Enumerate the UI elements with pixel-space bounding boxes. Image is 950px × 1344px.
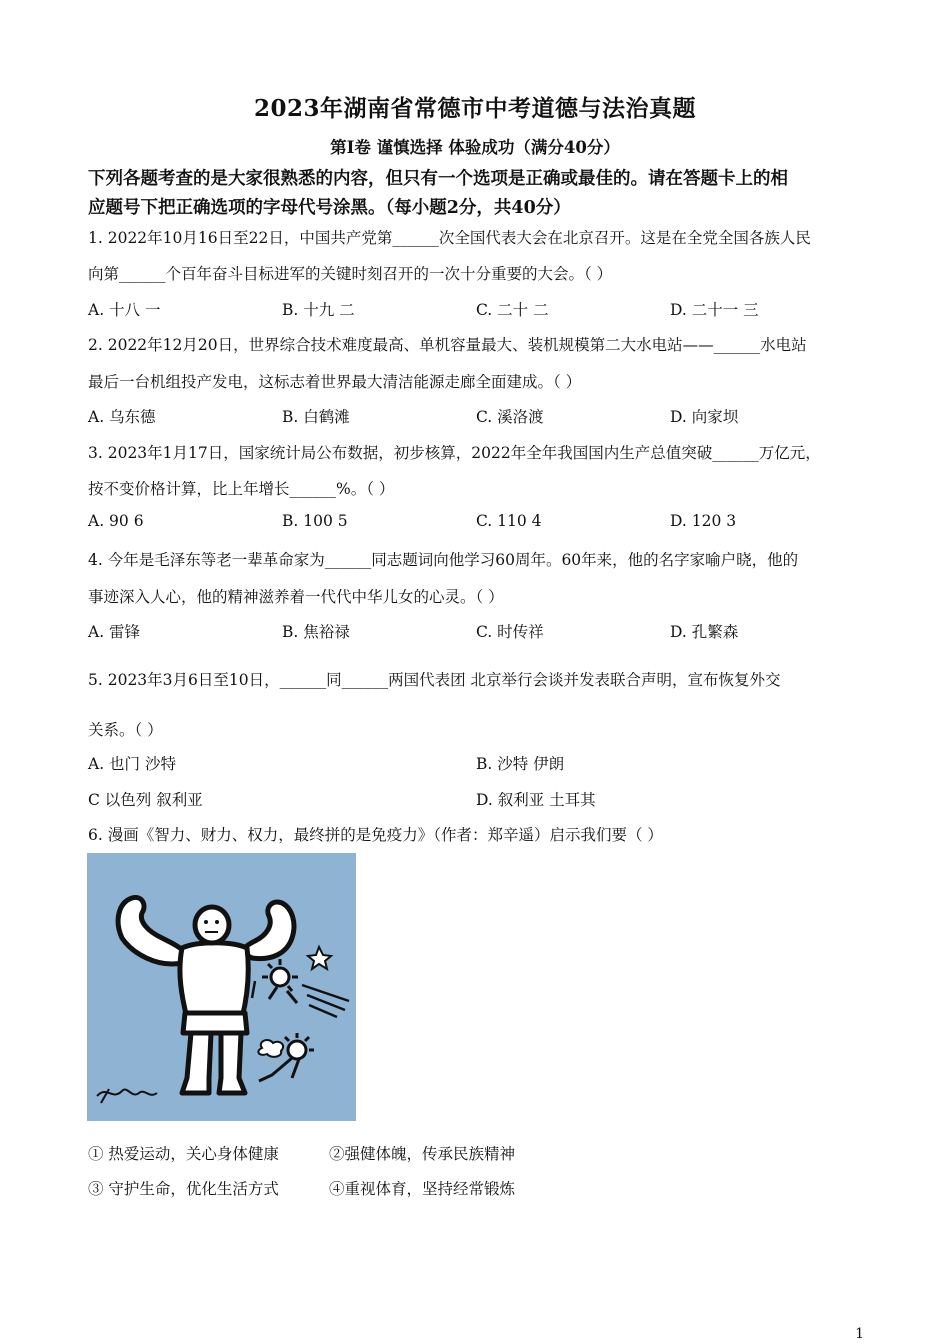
question-2-line-1: 2. 2022年12月20日，世界综合技术难度最高、单机容量最大、装机规模第二大水电站——______水电站 (88, 336, 807, 354)
question-6-statement-3: ③ 守护生命，优化生活方式 (88, 1180, 279, 1198)
question-5-option-b: B. 沙特 伊朗 (476, 755, 565, 773)
question-5-line-2: 关系。（ ） (88, 721, 163, 739)
page-number: 1 (855, 1326, 864, 1342)
question-5-option-a: A. 也门 沙特 (88, 755, 176, 773)
immunity-cartoon-image (87, 853, 356, 1121)
question-1-option-d: D. 二十一 三 (670, 301, 759, 319)
question-5-option-d: D. 叙利亚 土耳其 (476, 791, 596, 809)
question-1-line-2: 向第______个百年奋斗目标进军的关键时刻召开的一次十分重要的大会。（ ） (88, 265, 613, 283)
question-3-line-2: 按不变价格计算，比上年增长______%。（ ） (88, 480, 395, 498)
question-3-option-a: A. 90 6 (88, 512, 144, 530)
instructions-line-2: 应题号下把正确选项的字母代号涂黑。（每小题2分，共40分） (88, 198, 571, 218)
question-1-option-c: C. 二十 二 (476, 301, 549, 319)
question-3-option-d: D. 120 3 (670, 512, 737, 530)
question-5-line-1: 5. 2023年3月6日至10日，______同______两国代表团 北京举行会谈并发表联合声明，宣布恢复外交 (88, 671, 781, 689)
question-2-option-a: A. 乌东德 (88, 408, 156, 426)
question-5-option-c: C 以色列 叙利亚 (88, 791, 203, 809)
section-heading: 第Ⅰ卷 谨慎选择 体验成功（满分40分） (330, 138, 620, 157)
question-2-option-b: B. 白鹤滩 (282, 408, 350, 426)
question-4-line-2: 事迹深入人心，他的精神滋养着一代代中华儿女的心灵。（ ） (88, 588, 504, 606)
question-2-option-c: C. 溪洛渡 (476, 408, 544, 426)
exam-title: 2023年湖南省常德市中考道德与法治真题 (253, 95, 696, 122)
instructions-line-1: 下列各题考查的是大家很熟悉的内容，但只有一个选项是正确或最佳的。请在答题卡上的相 (88, 169, 788, 189)
question-6-statement-4: ④重视体育，坚持经常锻炼 (329, 1180, 516, 1198)
question-3-line-1: 3. 2023年1月17日，国家统计局公布数据，初步核算，2022年全年我国国内生产总值突破______万亿元， (88, 444, 821, 462)
question-1-option-a: A. 十八 一 (88, 301, 161, 319)
question-3-option-c: C. 110 4 (476, 512, 542, 530)
question-6-line-1: 6. 漫画《智力、财力、权力，最终拼的是免疫力》（作者：郑辛遥）启示我们要（ ） (88, 826, 663, 844)
question-1-line-1: 1. 2022年10月16日至22日，中国共产党第______次全国代表大会在北京召开。这是在全党全国各族人民 (88, 229, 811, 247)
question-6-statement-1: ① 热爱运动，关心身体健康 (88, 1145, 279, 1163)
question-2-line-2: 最后一台机组投产发电，这标志着世界最大清洁能源走廊全面建成。（ ） (88, 373, 582, 391)
question-4-option-c: C. 时传祥 (476, 623, 544, 641)
question-6-statement-2: ②强健体魄，传承民族精神 (329, 1145, 516, 1163)
question-3-option-b: B. 100 5 (282, 512, 348, 530)
question-4-option-a: A. 雷锋 (88, 623, 141, 641)
question-4-line-1: 4. 今年是毛泽东等老一辈革命家为______同志题词向他学习60周年。60年来，他的名字家喻户晓，他的 (88, 551, 799, 569)
question-1-option-b: B. 十九 二 (282, 301, 355, 319)
question-4-option-b: B. 焦裕禄 (282, 623, 350, 641)
question-2-option-d: D. 向家坝 (670, 408, 739, 426)
question-4-option-d: D. 孔繁森 (670, 623, 739, 641)
